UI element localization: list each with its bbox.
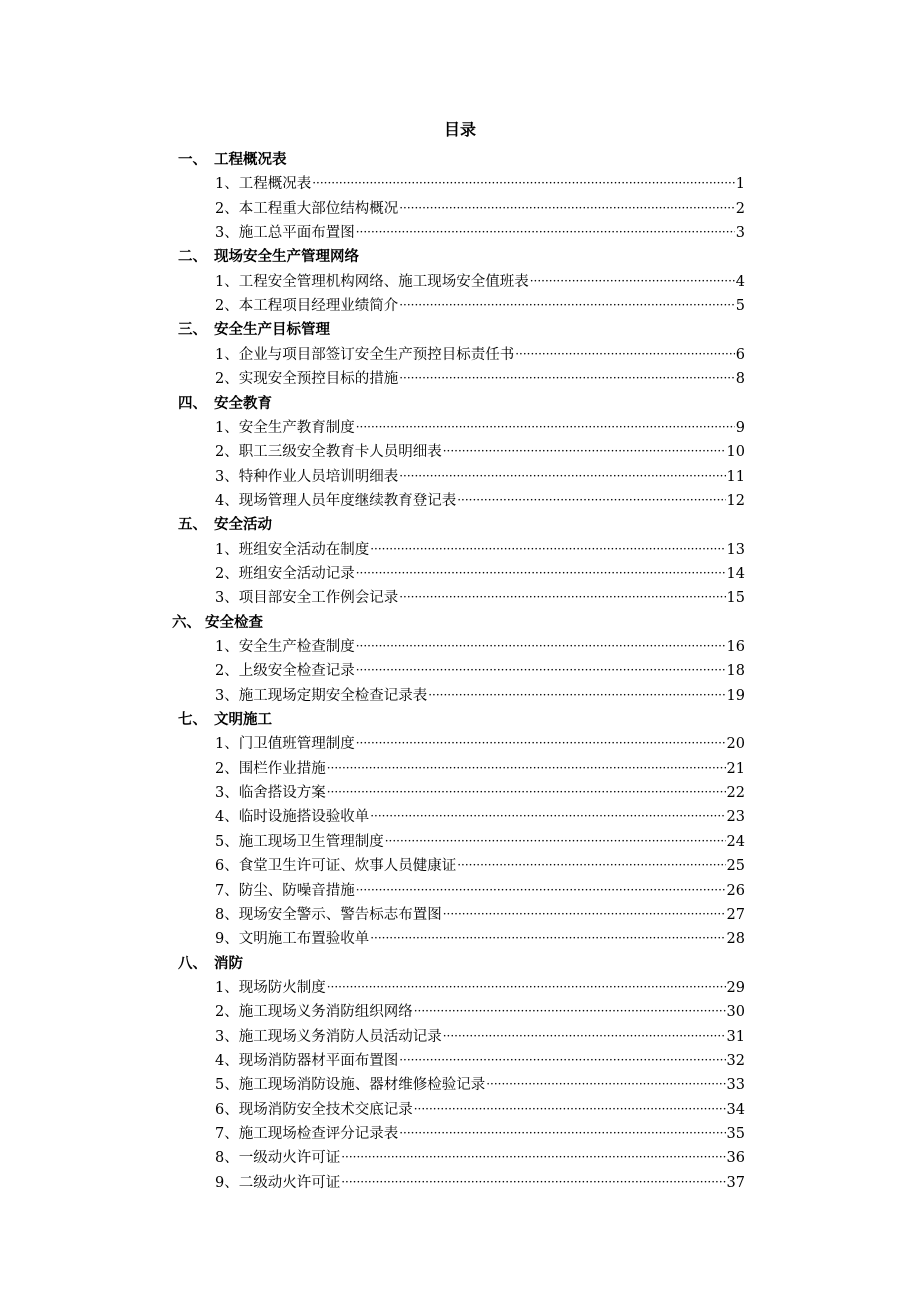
entry-title: 班组安全活动记录 — [238, 565, 355, 582]
dot-leader — [356, 878, 726, 902]
toc-entry[interactable] — [215, 294, 745, 318]
entry-number: 1、 — [215, 346, 239, 363]
dot-leader — [312, 171, 735, 195]
toc-section-heading[interactable] — [178, 513, 272, 537]
section-number: 六、 — [172, 614, 201, 631]
dot-leader — [399, 293, 735, 317]
section-number: 三、 — [178, 322, 207, 339]
section-label: 现场安全生产管理网络 — [214, 249, 359, 266]
entry-number: 9、 — [215, 931, 239, 948]
section-number: 七、 — [178, 712, 207, 729]
entry-page-number: 37 — [726, 1174, 745, 1191]
entry-page-number: 36 — [726, 1150, 745, 1167]
entry-title: 施工现场卫生管理制度 — [238, 833, 384, 850]
dot-leader — [370, 926, 725, 950]
entry-title: 二级动火许可证 — [238, 1174, 341, 1191]
toc-entry[interactable] — [215, 805, 745, 829]
dot-leader — [356, 658, 726, 682]
entry-title: 现场消防安全技术交底记录 — [238, 1101, 413, 1118]
entry-title: 上级安全检查记录 — [238, 663, 355, 680]
entry-title: 施工现场检查评分记录表 — [238, 1126, 399, 1142]
entry-page-number: 15 — [726, 590, 745, 607]
entry-title: 现场安全警示、警告标志布置图 — [238, 906, 442, 923]
dot-leader — [356, 731, 726, 755]
entry-number: 8、 — [215, 1150, 239, 1167]
entry-number: 2、 — [215, 760, 239, 777]
dot-leader — [327, 780, 726, 804]
entry-title: 现场消防器材平面布置图 — [238, 1052, 399, 1069]
entry-title: 项目部安全工作例会记录 — [238, 590, 399, 607]
entry-title: 班组安全活动在制度 — [238, 541, 370, 558]
toc-section-heading[interactable] — [178, 148, 287, 172]
toc-section-heading[interactable] — [178, 952, 243, 976]
entry-page-number: 5 — [735, 298, 745, 315]
entry-number: 1、 — [215, 273, 239, 290]
entry-number: 3、 — [215, 687, 239, 704]
entry-number: 5、 — [215, 833, 239, 850]
section-number: 一、 — [178, 152, 207, 168]
toc-entry[interactable] — [215, 221, 745, 245]
entry-number: 6、 — [215, 1101, 239, 1118]
entry-page-number: 11 — [726, 468, 745, 485]
entry-page-number: 20 — [726, 736, 745, 753]
section-number: 八、 — [178, 955, 207, 972]
entry-number: 7、 — [215, 1126, 239, 1142]
entry-title: 本工程重大部位结构概况 — [238, 200, 399, 217]
section-label: 安全生产目标管理 — [214, 322, 330, 339]
entry-page-number: 2 — [735, 200, 745, 217]
dot-leader — [399, 1121, 725, 1145]
entry-title: 一级动火许可证 — [238, 1150, 341, 1167]
entry-title: 临舍搭设方案 — [238, 785, 326, 802]
entry-number: 2、 — [215, 200, 239, 217]
entry-title: 施工总平面布置图 — [238, 225, 355, 242]
entry-page-number: 23 — [726, 809, 745, 826]
entry-page-number: 4 — [735, 273, 745, 290]
entry-number: 3、 — [215, 590, 239, 607]
entry-number: 4、 — [215, 809, 239, 826]
entry-page-number: 33 — [726, 1077, 745, 1094]
dot-leader — [515, 342, 735, 366]
entry-number: 3、 — [215, 468, 239, 485]
section-label: 工程概况表 — [214, 152, 287, 168]
entry-number: 2、 — [215, 565, 239, 582]
dot-leader — [356, 634, 726, 658]
dot-leader — [428, 683, 725, 707]
dot-leader — [341, 1170, 725, 1194]
toc-entry[interactable] — [215, 927, 745, 951]
toc-entry[interactable] — [215, 1146, 745, 1170]
entry-title: 现场管理人员年度继续教育登记表 — [238, 492, 457, 509]
entry-page-number: 28 — [726, 931, 745, 948]
toc-entry[interactable] — [215, 1025, 745, 1049]
entry-title: 实现安全预控目标的措施 — [238, 371, 399, 388]
entry-title: 安全生产教育制度 — [238, 419, 355, 436]
dot-leader — [457, 488, 725, 512]
entry-number: 2、 — [215, 298, 239, 315]
toc-entry[interactable] — [215, 854, 745, 878]
entry-page-number: 34 — [726, 1101, 745, 1118]
toc-entry[interactable] — [215, 684, 745, 708]
entry-number: 4、 — [215, 1052, 239, 1069]
entry-number: 8、 — [215, 906, 239, 923]
section-number: 五、 — [178, 517, 207, 534]
toc-entry[interactable] — [215, 197, 745, 221]
toc-entry[interactable] — [215, 732, 745, 756]
entry-title: 本工程项目经理业绩简介 — [238, 298, 399, 315]
toc-entry[interactable] — [215, 757, 745, 781]
toc-entry[interactable] — [215, 562, 745, 586]
entry-title: 施工现场义务消防人员活动记录 — [238, 1028, 442, 1045]
toc-entry[interactable] — [215, 635, 745, 659]
toc-entry[interactable] — [215, 1073, 745, 1097]
section-number: 四、 — [178, 395, 207, 412]
entry-title: 施工现场消防设施、器材维修检验记录 — [238, 1077, 486, 1094]
toc-entry[interactable] — [215, 1049, 745, 1073]
entry-title: 安全生产检查制度 — [238, 639, 355, 655]
entry-page-number: 26 — [726, 882, 745, 899]
dot-leader — [341, 1145, 725, 1169]
dot-leader — [370, 804, 725, 828]
section-label: 安全检查 — [205, 614, 263, 631]
dot-leader — [530, 269, 735, 293]
entry-page-number: 24 — [726, 833, 745, 850]
toc-entry[interactable] — [215, 1098, 745, 1122]
entry-number: 5、 — [215, 1077, 239, 1094]
dot-leader — [457, 853, 725, 877]
dot-leader — [443, 439, 726, 463]
entry-page-number: 12 — [726, 492, 745, 509]
toc-entry[interactable] — [215, 343, 745, 367]
dot-leader — [399, 366, 735, 390]
entry-page-number: 10 — [726, 444, 745, 461]
entry-page-number: 27 — [726, 906, 745, 923]
dot-leader — [443, 902, 726, 926]
toc-entry[interactable] — [215, 172, 745, 196]
dot-leader — [414, 999, 726, 1023]
entry-page-number: 3 — [735, 225, 745, 242]
entry-page-number: 30 — [726, 1004, 745, 1021]
dot-leader — [356, 561, 726, 585]
entry-page-number: 14 — [726, 565, 745, 582]
toc-entry[interactable] — [215, 879, 745, 903]
toc-entry[interactable] — [215, 538, 745, 562]
entry-title: 文明施工布置验收单 — [238, 931, 370, 948]
entry-number: 6、 — [215, 858, 239, 875]
entry-title: 职工三级安全教育卡人员明细表 — [238, 444, 442, 461]
entry-number: 2、 — [215, 444, 239, 461]
dot-leader — [399, 464, 725, 488]
dot-leader — [327, 756, 726, 780]
toc-entry[interactable] — [215, 586, 745, 610]
dot-leader — [414, 1097, 726, 1121]
entry-page-number: 19 — [726, 687, 745, 704]
entry-number: 1、 — [215, 639, 239, 655]
toc-section-heading[interactable] — [178, 708, 272, 732]
entry-number: 1、 — [215, 541, 239, 558]
entry-page-number: 1 — [735, 176, 745, 193]
entry-page-number: 6 — [735, 346, 745, 363]
entry-title: 门卫值班管理制度 — [238, 736, 355, 753]
dot-leader — [356, 220, 735, 244]
page-title: 目录 — [443, 120, 476, 139]
toc-entry[interactable] — [215, 367, 745, 391]
entry-number: 1、 — [215, 419, 239, 436]
toc-entry[interactable] — [215, 781, 745, 805]
entry-number: 7、 — [215, 882, 239, 899]
section-label: 文明施工 — [214, 712, 272, 729]
entry-title: 工程安全管理机构网络、施工现场安全值班表 — [238, 273, 529, 290]
toc-entry[interactable] — [215, 903, 745, 927]
entry-page-number: 31 — [726, 1028, 745, 1045]
toc-section-heading[interactable] — [178, 318, 330, 342]
toc-entry[interactable] — [215, 1000, 745, 1024]
entry-title: 食堂卫生许可证、炊事人员健康证 — [238, 858, 457, 875]
dot-leader — [443, 1024, 726, 1048]
toc-entry[interactable] — [215, 416, 745, 440]
entry-title: 施工现场义务消防组织网络 — [238, 1004, 413, 1021]
entry-title: 围栏作业措施 — [238, 760, 326, 777]
toc-entry[interactable] — [215, 659, 745, 683]
entry-number: 9、 — [215, 1174, 239, 1191]
dot-leader — [327, 975, 726, 999]
entry-number: 3、 — [215, 1028, 239, 1045]
entry-number: 3、 — [215, 225, 239, 242]
entry-page-number: 9 — [735, 419, 745, 436]
entry-number: 1、 — [215, 176, 239, 193]
dot-leader — [399, 1048, 725, 1072]
section-label: 安全活动 — [214, 517, 272, 534]
entry-number: 4、 — [215, 492, 239, 509]
entry-page-number: 13 — [726, 541, 745, 558]
entry-title: 施工现场定期安全检查记录表 — [238, 687, 428, 704]
entry-page-number: 21 — [726, 760, 745, 777]
toc-entry[interactable] — [215, 465, 745, 489]
entry-page-number: 35 — [726, 1126, 745, 1142]
toc-entry[interactable] — [215, 1171, 745, 1195]
dot-leader — [385, 829, 726, 853]
toc-entry[interactable] — [215, 489, 745, 513]
entry-number: 1、 — [215, 736, 239, 753]
toc-section-heading[interactable] — [178, 392, 272, 416]
dot-leader — [399, 585, 725, 609]
section-label: 消防 — [214, 955, 243, 972]
entry-number: 2、 — [215, 1004, 239, 1021]
entry-title: 特种作业人员培训明细表 — [238, 468, 399, 485]
entry-number: 2、 — [215, 371, 239, 388]
entry-page-number: 18 — [726, 663, 745, 680]
dot-leader — [370, 537, 725, 561]
entry-page-number: 29 — [726, 979, 745, 996]
entry-page-number: 16 — [726, 639, 745, 655]
entry-number: 1、 — [215, 979, 239, 996]
section-number: 二、 — [178, 249, 207, 266]
entry-page-number: 22 — [726, 785, 745, 802]
toc-section-heading[interactable] — [178, 245, 359, 269]
entry-page-number: 32 — [726, 1052, 745, 1069]
toc-section-heading[interactable] — [172, 611, 263, 635]
dot-leader — [486, 1072, 725, 1096]
toc-entry[interactable] — [215, 830, 745, 854]
dot-leader — [399, 196, 735, 220]
entry-title: 企业与项目部签订安全生产预控目标责任书 — [238, 346, 515, 363]
toc-entry[interactable] — [215, 976, 745, 1000]
entry-page-number: 25 — [726, 858, 745, 875]
toc-entry[interactable] — [215, 440, 745, 464]
toc-entry[interactable] — [215, 270, 745, 294]
toc-entry[interactable] — [215, 1122, 745, 1146]
entry-title: 临时设施搭设验收单 — [238, 809, 370, 826]
entry-number: 2、 — [215, 663, 239, 680]
entry-number: 3、 — [215, 785, 239, 802]
dot-leader — [356, 415, 735, 439]
entry-title: 现场防火制度 — [238, 979, 326, 996]
entry-title: 防尘、防噪音措施 — [238, 882, 355, 899]
entry-title: 工程概况表 — [238, 176, 312, 193]
section-label: 安全教育 — [214, 395, 272, 412]
entry-page-number: 8 — [735, 371, 745, 388]
